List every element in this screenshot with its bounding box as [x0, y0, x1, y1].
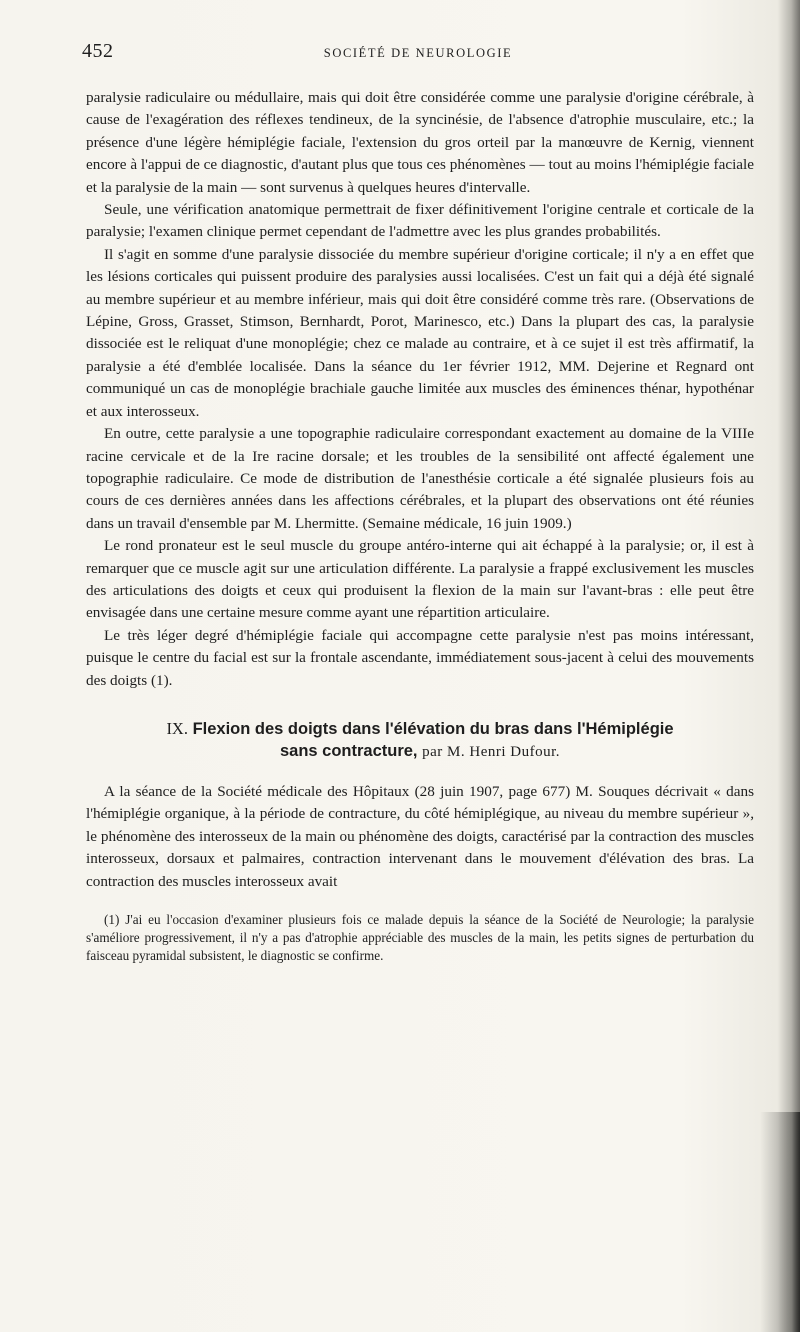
section-title-line1: Flexion des doigts dans l'élévation du bras dans l'Hémiplégie	[192, 719, 674, 738]
paragraph: Le très léger degré d'hémiplégie faciale qui accompagne cette paralysie n'est pas moins intéressant, puisque le centre du facial est sur la frontale ascendante, immédiatement sous-jacent à celui des mouvements des doigts (1).	[86, 626, 754, 689]
running-head	[82, 40, 754, 64]
paragraph: Il s'agit en somme d'une paralysie dissociée du membre supérieur d'origine corticale; il n'y a en effet que les lésions corticales qui puissent produire des paralysies aussi localisées. C'est un fait qui a déjà été signalé au membre supérieur et au membre inférieur, mais qui doit être considéré comme très rare. (Observations de Lépine, Gross, Grasset, Stimson, Bernhardt, Porot, Marinesco, etc.) Dans la plupart des cas, la paralysie dissociée est le reliquat d'une monoplégie; chez ce malade au contraire, et à ce sujet il est très affirmatif, la paralysie a été d'emblée localisée. Dans la séance du 1er février 1912, MM. Dejerine et Regnard ont communiqué un cas de monoplégie brachiale gauche limitée aux muscles des éminences thénar, hypothénar et aux interosseux.	[86, 245, 754, 420]
scan-corner-shadow	[760, 1112, 800, 1332]
paragraph: paralysie radiculaire ou médullaire, mais qui doit être considérée comme une paralysie d'origine cérébrale, à cause de l'exagération des réflexes tendineux, de la syncinésie, de l'absence d'atrophie musculaire, etc.; la présence d'une légère hémiplégie faciale, l'extension du gros orteil par la manœuvre de Kernig, viennent encore à l'appui de ce diagnostic, d'autant plus que tous ces phénomènes — tout au moins l'hémiplégie faciale et la paralysie de la main — sont survenus à quelques heures d'intervalle.	[86, 89, 754, 196]
section-paragraph: A la séance de la Société médicale des Hôpitaux (28 juin 1907, page 677) M. Souques décrivait « dans l'hémiplégie organique, à la période de contracture, du côté hémiplégique, au niveau du membre supérieur », le phénomène des interosseux de la main ou phénomène des doigts, caractérisé par la contraction des muscles interosseux, dorsaux et palmaires, contraction intervenant dans le mouvement d'élévation des bras. La contraction des muscles interosseux avait	[86, 782, 754, 890]
paragraph: En outre, cette paralysie a une topographie radiculaire correspondant exactement au domaine de la VIIIe racine cervicale et de la Ire racine dorsale; et les troubles de la sensibilité ont affecté également une topographie radiculaire. Ce mode de distribution de l'anesthésie corticale a été signalée plusieurs fois au cours de ces dernières années dans les affections cérébrales, et la plupart des observations ont été réunies dans un travail d'ensemble par M. Lhermitte. (Semaine médicale, 16 juin 1909.)	[86, 425, 754, 532]
section-heading	[86, 718, 754, 763]
journal-title: SOCIÉTÉ DE NEUROLOGIE	[323, 46, 513, 60]
paragraph: Le rond pronateur est le seul muscle du groupe antéro-interne qui ait échappé à la paralysie; or, il est à remarquer que ce muscle agit sur une articulation différente. La paralysie a frappé exclusivement les muscles des articulations des doigts et ceux qui produisent la flexion de la main sur l'avant-bras : elle peut être envisagée dans une certaine mesure comme ayant une répartition articulaire.	[86, 537, 754, 622]
article-body	[86, 87, 754, 965]
page-number: 452	[82, 40, 114, 62]
section-title-line2: sans contracture,	[279, 741, 418, 760]
section-number: IX.	[166, 718, 188, 738]
section-author: par M. Henri Dufour.	[422, 743, 561, 760]
footnote: (1) J'ai eu l'occasion d'examiner plusieurs fois ce malade depuis la séance de la Société de Neurologie; la paralysie s'améliore progressivement, il n'y a pas d'atrophie appréciable des muscles de la main, les petits signes de perturbation du faisceau pyramidal subsistent, le diagnostic se confirme.	[86, 912, 754, 963]
paragraph: Seule, une vérification anatomique permettrait de fixer définitivement l'origine centrale et corticale de la paralysie; l'examen clinique permet cependant de l'admettre avec les plus grandes probabilités.	[86, 201, 754, 241]
